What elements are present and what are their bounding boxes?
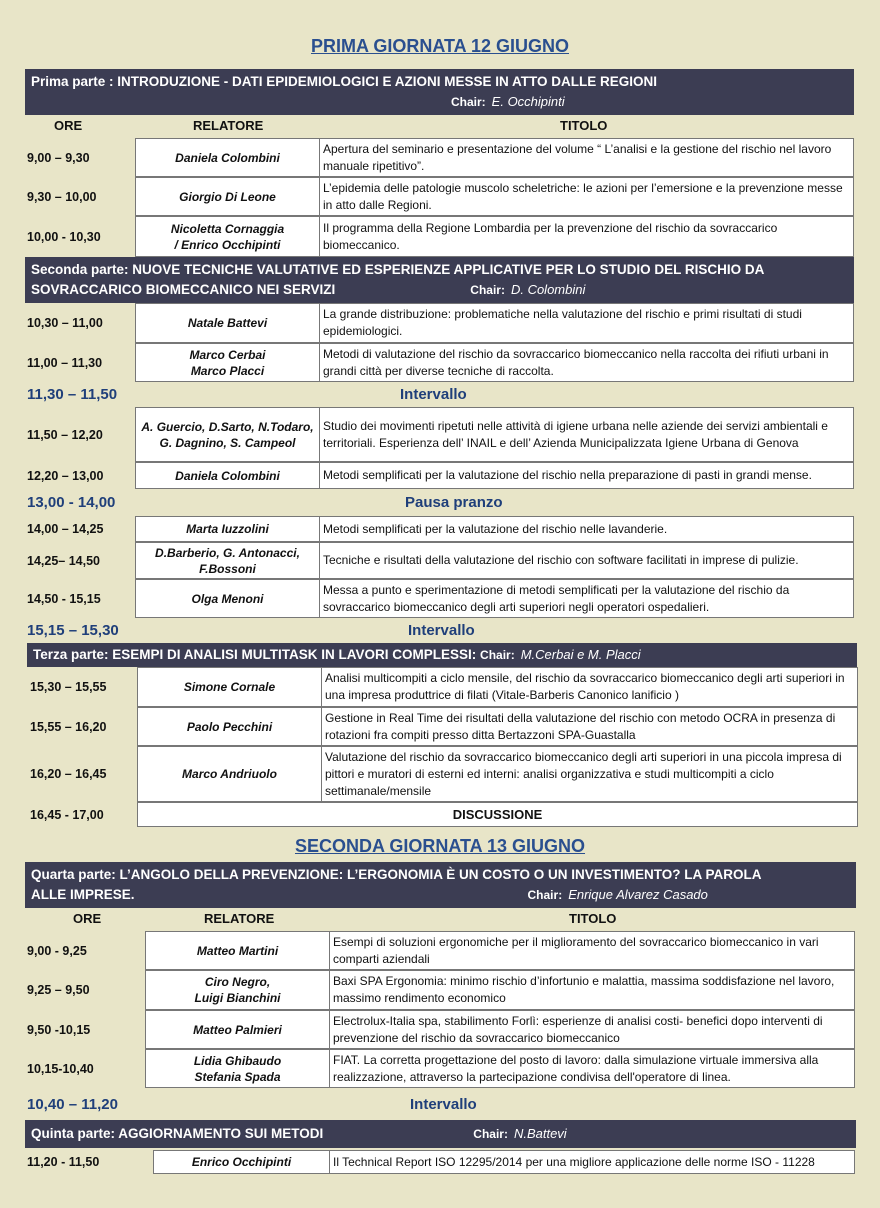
row-title: La grande distribuzione: problematiche nella valutazione del rischio e primi risultati di studi epidemiologici. xyxy=(319,303,854,343)
row-time: 14,50 - 15,15 xyxy=(27,591,101,606)
row-title: Analisi multicompiti a ciclo mensile, del rischio da sovraccarico biomeccanico degli arti superiori in una impresa produttrice di filati (Vitale-Barberis Canonico lanificio ) xyxy=(321,667,858,707)
row-time: 11,00 – 11,30 xyxy=(27,355,103,370)
row-speaker: Lidia Ghibaudo Stefania Spada xyxy=(145,1049,330,1088)
part1-header xyxy=(25,69,854,115)
row-time: 14,00 – 14,25 xyxy=(27,522,104,536)
discussion-time: 16,45 - 17,00 xyxy=(30,807,104,822)
col-ore: ORE xyxy=(73,911,102,926)
break-time: 15,15 – 15,30 xyxy=(27,622,119,639)
break-label: Pausa pranzo xyxy=(405,494,503,511)
row-speaker: Nicoletta Cornaggia / Enrico Occhipinti xyxy=(135,216,320,257)
part5-header xyxy=(25,1120,856,1148)
part4-chair: Enrique Alvarez Casado xyxy=(568,887,708,902)
row-title: Metodi semplificati per la valutazione del rischio nella preparazione di pasti in grandi mense. xyxy=(319,462,854,489)
part3-title: Terza parte: ESEMPI DI ANALISI MULTITASK IN LAVORI COMPLESSI: xyxy=(33,647,477,662)
row-time: 16,20 – 16,45 xyxy=(30,767,107,781)
row-speaker: Matteo Martini xyxy=(145,931,330,970)
row-time: 9,25 – 9,50 xyxy=(27,983,90,997)
row-title: Valutazione del rischio da sovraccarico biomeccanico degli arti superiori in una piccola impresa di pittori e muratori di esterni ed interni: analisi organizzativa e studi multicompiti a ciclo settimanale/mensile xyxy=(321,746,858,802)
row-speaker: Ciro Negro, Luigi Bianchini xyxy=(145,970,330,1010)
row-title: Gestione in Real Time dei risultati della valutazione del rischio con metodo OCRA in presenza di rotazioni fra compiti presso ditta Bertazzoni SPA-Guastalla xyxy=(321,707,858,746)
row-title: Messa a punto e sperimentazione di metodi semplificati per la valutazione del rischio da sovraccarico biomeccanico degli arti superiori negli operatori ospedalieri. xyxy=(319,579,854,618)
row-speaker: Daniela Colombini xyxy=(135,138,320,177)
part3-header xyxy=(27,643,857,667)
part3-chair-label: Chair: xyxy=(480,648,515,662)
row-time: 9,00 - 9,25 xyxy=(27,943,87,958)
row-title: Il programma della Regione Lombardia per la prevenzione del rischio da sovraccarico biomeccanico. xyxy=(319,216,854,257)
part1-chair-label: Chair: xyxy=(451,95,486,109)
row-time: 9,30 – 10,00 xyxy=(27,189,97,204)
break-time: 11,30 – 11,50 xyxy=(27,386,118,403)
row-time: 12,20 – 13,00 xyxy=(27,468,104,483)
row-speaker: Natale Battevi xyxy=(135,303,320,343)
day1-title: PRIMA GIORNATA 12 GIUGNO xyxy=(310,36,569,56)
row-time: 10,00 - 10,30 xyxy=(27,229,101,244)
break-time: 10,40 – 11,20 xyxy=(27,1096,118,1113)
part2-title-line2: SOVRACCARICO BIOMECCANICO NEI SERVIZI xyxy=(31,282,336,297)
row-speaker: Marco Cerbai Marco Placci xyxy=(135,343,320,382)
col-titolo: TITOLO xyxy=(560,118,608,133)
part4-chair-label: Chair: xyxy=(527,888,563,902)
col-relatore: RELATORE xyxy=(193,118,264,133)
row-title: Esempi di soluzioni ergonomiche per il miglioramento del sovraccarico biomeccanico in vari comparti aziendali xyxy=(329,931,855,970)
part2-header xyxy=(25,257,854,303)
row-title: Apertura del seminario e presentazione del volume “ L’analisi e la gestione del rischio nel lavoro manuale ripetitivo”. xyxy=(319,138,854,177)
row-title: Metodi di valutazione del rischio da sovraccarico biomeccanico nella raccolta dei rifiuti urbani in grandi città per diverse tecniche di raccolta. xyxy=(319,343,854,382)
part5-title: Quinta parte: AGGIORNAMENTO SUI METODI xyxy=(31,1126,324,1141)
row-title: FIAT. La corretta progettazione del posto di lavoro: dalla simulazione virtuale immersiva alla realizzazione, attraverso la partecipazione condivisa dell'operatore di linea. xyxy=(329,1049,855,1088)
row-time: 9,50 -10,15 xyxy=(27,1022,91,1037)
row-speaker: D.Barberio, G. Antonacci, F.Bossoni xyxy=(135,542,320,579)
row-title: Electrolux-Italia spa, stabilimento Forlì: esperienze di analisi costi- benefici dopo interventi di prevenzione del rischio da sovraccarico biomeccanico xyxy=(329,1010,855,1049)
part4-header xyxy=(25,862,856,908)
row-time: 10,30 – 11,00 xyxy=(27,316,103,330)
row-title: Tecniche e risultati della valutazione del rischio con software facilitati in imprese di pulizie. xyxy=(319,542,854,579)
part2-chair-label: Chair: xyxy=(470,283,505,297)
row-time: 9,00 – 9,30 xyxy=(27,150,90,165)
break-label: Intervallo xyxy=(400,386,467,403)
break-label: Intervallo xyxy=(408,622,475,639)
part2-chair: D. Colombini xyxy=(510,282,586,297)
row-speaker: A. Guercio, D.Sarto, N.Todaro, G. Dagnino, S. Campeol xyxy=(135,407,320,462)
break-label: Intervallo xyxy=(410,1096,477,1113)
row-speaker: Marta Iuzzolini xyxy=(135,516,320,542)
col-titolo: TITOLO xyxy=(569,911,617,926)
break-time: 13,00 - 14,00 xyxy=(27,494,116,511)
row-title: Il Technical Report ISO 12295/2014 per una migliore applicazione delle norme ISO - 11228 xyxy=(329,1150,855,1174)
col-ore: ORE xyxy=(54,118,83,133)
row-title: Studio dei movimenti ripetuti nelle attività di igiene urbana nelle aziende dei servizi ambientali e territoriali. Esperienza dell’ INAIL e dell’ Azienda Municipalizzata Igiene Urbana di Genova xyxy=(319,407,854,462)
row-speaker: Olga Menoni xyxy=(135,579,320,618)
row-speaker: Paolo Pecchini xyxy=(137,707,322,746)
part5-chair-label: Chair: xyxy=(473,1127,508,1141)
row-time: 14,25– 14,50 xyxy=(27,553,100,568)
col-relatore: RELATORE xyxy=(204,911,275,926)
part3-chair: M.Cerbai e M. Placci xyxy=(520,647,641,662)
row-title: L’epidemia delle patologie muscolo scheletriche: le azioni per l’emersione e la prevenzione messe in atto dalle Regioni. xyxy=(319,177,854,216)
part4-title-line1: Quarta parte: L’ANGOLO DELLA PREVENZIONE: L’ERGONOMIA È UN COSTO O UN INVESTIMENTO? LA PAROLA xyxy=(31,867,762,882)
part5-chair: N.Battevi xyxy=(513,1126,567,1141)
row-time: 15,55 – 16,20 xyxy=(30,719,107,734)
part1-chair: E. Occhipinti xyxy=(491,94,565,109)
row-time: 10,15-10,40 xyxy=(27,1061,94,1076)
part4-title-line2: ALLE IMPRESE. xyxy=(31,887,135,902)
part1-title: Prima parte : INTRODUZIONE - DATI EPIDEMIOLOGICI E AZIONI MESSE IN ATTO DALLE REGIONI xyxy=(31,74,658,89)
row-speaker: Matteo Palmieri xyxy=(145,1010,330,1049)
row-title: Baxi SPA Ergonomia: minimo rischio d’infortunio e malattia, massima soddisfazione nel lavoro, massimo rendimento economico xyxy=(329,970,855,1010)
row-time: 11,20 - 11,50 xyxy=(27,1155,100,1169)
day2-title: SECONDA GIORNATA 13 GIUGNO xyxy=(294,836,586,856)
row-speaker: Daniela Colombini xyxy=(135,462,320,489)
part2-title-line1: Seconda parte: NUOVE TECNICHE VALUTATIVE ED ESPERIENZE APPLICATIVE PER LO STUDIO DEL RISCHIO DA xyxy=(31,262,765,277)
row-speaker: Marco Andriuolo xyxy=(137,746,322,802)
row-speaker: Enrico Occhipinti xyxy=(153,1150,330,1174)
row-title: Metodi semplificati per la valutazione del rischio nelle lavanderie. xyxy=(319,516,854,542)
row-speaker: Giorgio Di Leone xyxy=(135,177,320,216)
discussion-label: DISCUSSIONE xyxy=(137,802,858,827)
row-speaker: Simone Cornale xyxy=(137,667,322,707)
row-time: 15,30 – 15,55 xyxy=(30,680,107,694)
row-time: 11,50 – 12,20 xyxy=(27,427,103,442)
